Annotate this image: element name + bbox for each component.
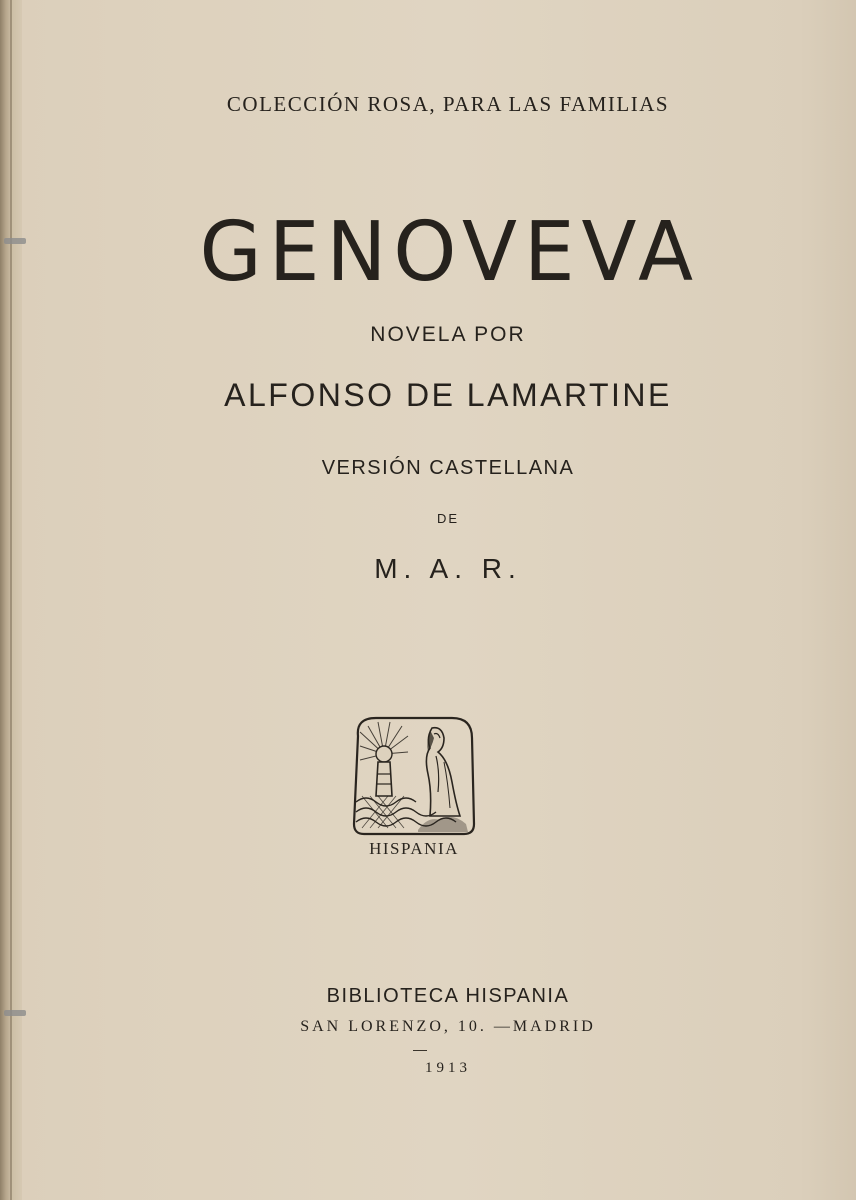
publication-year: 1913 xyxy=(425,1060,471,1076)
collection-name: COLECCIÓN ROSA, PARA LAS FAMILIAS xyxy=(226,92,670,116)
year-separator xyxy=(413,1050,427,1051)
logo-lettering: HISPANIA xyxy=(369,839,459,858)
translator-initials: M. A. R. xyxy=(374,553,522,584)
binding-stitch xyxy=(4,1010,26,1016)
hispania-logo-icon xyxy=(348,712,480,860)
publisher-name: BIBLIOTECA HISPANIA xyxy=(326,985,570,1007)
book-title: GENOVEVA xyxy=(199,205,701,300)
author-name: ALFONSO DE LAMARTINE xyxy=(224,377,672,413)
version-label: VERSIÓN CASTELLANA xyxy=(321,457,575,479)
de-label: DE xyxy=(436,511,460,526)
novela-por-label: NOVELA POR xyxy=(370,323,526,346)
publisher-address: SAN LORENZO, 10. —MADRID xyxy=(300,1018,596,1035)
